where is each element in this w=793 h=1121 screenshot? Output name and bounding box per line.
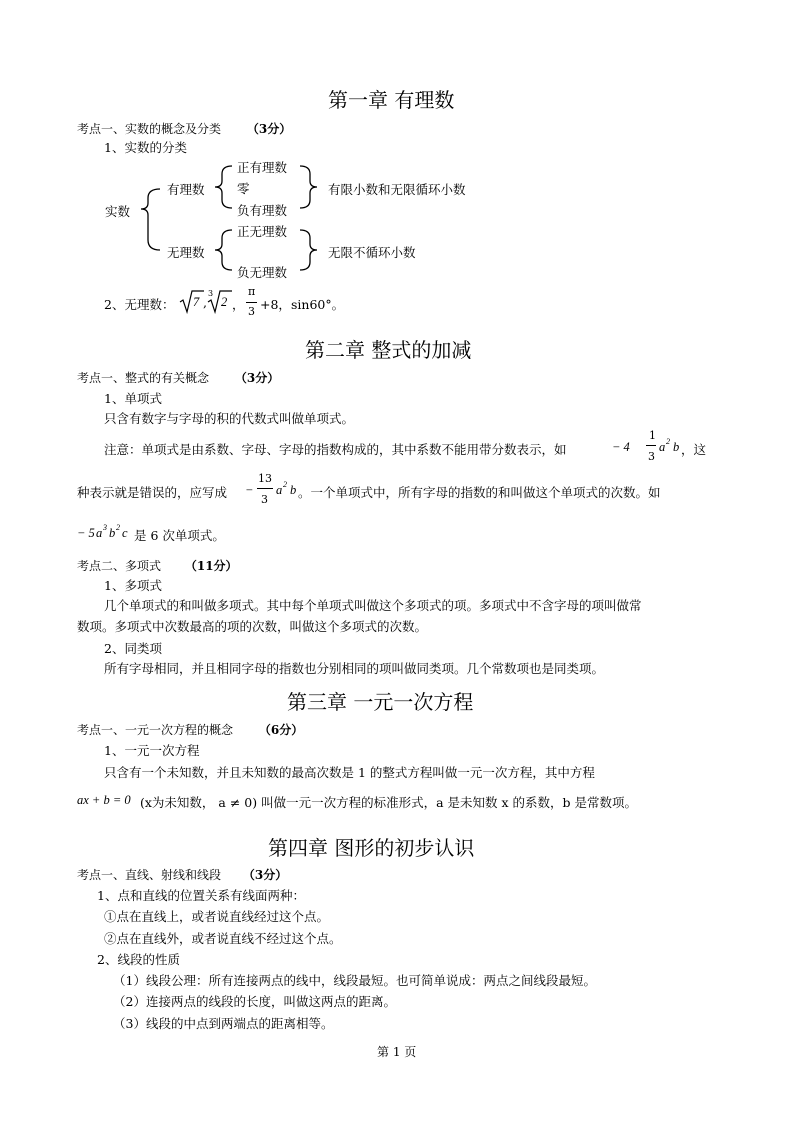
tree-pos-irrational: 正无理数: [237, 224, 288, 239]
ex3-a: a: [96, 526, 103, 540]
ex1-int: − 4: [612, 440, 630, 454]
tree-root: 实数: [105, 204, 131, 219]
tree-zero: 零: [237, 181, 250, 196]
ch3-kaodian1: [77, 721, 303, 738]
ex1-var2: b: [673, 440, 680, 454]
ex2-var2: b: [290, 483, 297, 497]
ch2-p4: 是 6 次单项式。: [134, 528, 225, 543]
ex2-num: 13: [258, 472, 272, 485]
ch1-section1: 1、实数的分类: [104, 140, 187, 155]
ex3-sign: − 5: [77, 526, 95, 540]
ch3-eq: ax + b = 0: [77, 793, 131, 807]
brace-irrational: [215, 230, 232, 270]
ch4-line2: （2）连接两点的线段的长度，叫做这两点的距离。: [113, 994, 396, 1009]
ch2-p2a: 注意：单项式是由系数、字母、字母的指数构成的，其中系数不能用带分数表示，如: [104, 442, 567, 457]
ch4-line3: （3）线段的中点到两端点的距离相等。: [113, 1016, 334, 1031]
radicals: [178, 288, 258, 318]
ch4-kaodian1: [77, 866, 287, 883]
tree-rational-desc: 有限小数和无限循环小数: [328, 182, 466, 197]
ch3-p1: 只含有一个未知数，并且未知数的最高次数是 1 的整式方程叫做一元一次方程，其中方程: [104, 765, 595, 780]
tree-pos-rational: 正有理数: [237, 160, 288, 175]
ex2-bar: [257, 488, 273, 489]
ch3-section1: 1、一元一次方程: [104, 743, 200, 758]
ch4-kaodian1-score: （3分）: [242, 868, 288, 882]
ch1-kaodian1-score: （3分）: [246, 122, 292, 136]
sqrt-radicand: 7: [193, 295, 200, 309]
ch4-kaodian1-label: 考点一、直线、射线和线段: [77, 868, 222, 882]
brace-root: [141, 189, 160, 250]
ch2-p5: 几个单项式的和叫做多项式。其中每个单项式叫做这个多项式的项。多项式中不含字母的项叫做常: [104, 598, 642, 613]
ch2-section3: 2、同类项: [104, 641, 162, 656]
pi-denominator: 3: [248, 305, 255, 318]
chapter2-title: 第二章 整式的加减: [305, 338, 472, 362]
ch2-kaodian2-score: （11分）: [184, 559, 238, 573]
ch2-kaodian1-label: 考点一、整式的有关概念: [77, 371, 210, 385]
ch3-kaodian1-label: 考点一、一元一次方程的概念: [77, 723, 234, 737]
ch2-kaodian2-label: 考点二、多项式: [77, 559, 162, 573]
ex3-c: c: [122, 526, 128, 540]
ch2-p1: 只含有数字与字母的积的代数式叫做单项式。: [104, 411, 355, 426]
ch1-section2: [104, 295, 174, 313]
tree-neg-irrational: 负无理数: [237, 265, 288, 280]
ch3-p2: (x为未知数， a ≠ 0) 叫做一元一次方程的标准形式，a 是未知数 x 的系数，b 是常数项。: [140, 795, 637, 810]
ch2-kaodian1: [77, 369, 279, 386]
ch2-kaodian2: [77, 557, 238, 574]
ex2-var: a: [276, 483, 283, 497]
chapter3-title: 第三章 一元一次方程: [287, 690, 474, 714]
cbrt-radicand: 2: [221, 295, 228, 309]
ch2-kaodian1-score: （3分）: [234, 371, 280, 385]
ch2-p3b: 。一个单项式中，所有字母的指数的和叫做这个单项式的次数。如: [298, 485, 661, 500]
ch2-p2b: ，这: [681, 442, 707, 457]
brace-rational-close: [300, 166, 317, 208]
ex2-exp: 2: [283, 480, 287, 489]
pi-fraction-bar: [246, 302, 257, 303]
ex3-b: b: [109, 526, 116, 540]
ex1-den: 3: [648, 450, 655, 463]
ch4-item2: ②点在直线外，或者说直线不经过这个点。: [104, 931, 342, 946]
ch3-kaodian1-score: （6分）: [258, 723, 304, 737]
chapter1-title: 第一章 有理数: [328, 88, 455, 112]
ch2-p7: 所有字母相同，并且相同字母的指数也分别相同的项叫做同类项。几个常数项也是同类项。: [104, 661, 605, 676]
ch1-section2-prefix: 2、无理数：: [104, 297, 175, 312]
ch2-p3a: 种表示就是错误的，应写成: [77, 485, 228, 500]
ex1-exp: 2: [666, 437, 670, 446]
tree-irrational: 无理数: [167, 245, 205, 260]
chapter4-title: 第四章 图形的初步认识: [268, 836, 475, 860]
tree-irrational-desc: 无限不循环小数: [328, 245, 416, 260]
plus8: +8，: [260, 297, 291, 312]
ex1-num: 1: [649, 429, 656, 442]
page-number: 第 1 页: [377, 1045, 417, 1059]
ch4-line1: （1）线段公理：所有连接两点的线中，线段最短。也可简单说成：两点之间线段最短。: [113, 973, 596, 988]
ch4-section2: 2、线段的性质: [97, 952, 180, 967]
ch4-item1: ①点在直线上，或者说直线经过这个点。: [104, 909, 330, 924]
ex3-b-exp: 2: [116, 523, 120, 532]
ex1-var: a: [659, 440, 666, 454]
ch1-kaodian1-label: 考点一、实数的概念及分类: [77, 122, 222, 136]
ex2-sign: −: [245, 483, 254, 497]
brace-rational: [215, 166, 232, 208]
ex1-bar: [646, 445, 656, 446]
brace-irrational-close: [300, 230, 317, 270]
ch2-section2: 1、多项式: [104, 578, 162, 593]
ch4-section1: 1、点和直线的位置关系有线面两种：: [97, 888, 305, 903]
cbrt-index: 3: [208, 289, 214, 298]
tree-neg-rational: 负有理数: [237, 203, 288, 218]
ch2-section1: 1、单项式: [104, 391, 162, 406]
sin60: sin60°。: [291, 297, 345, 312]
pi-numerator: π: [248, 285, 256, 298]
tree-rational: 有理数: [167, 182, 205, 197]
ex3-a-exp: 3: [103, 523, 107, 532]
ex2-den: 3: [261, 493, 268, 506]
ch2-p6: 数项。多项式中次数最高的项的次数，叫做这个多项式的次数。: [77, 619, 428, 634]
sqrt-sign: [180, 291, 204, 312]
